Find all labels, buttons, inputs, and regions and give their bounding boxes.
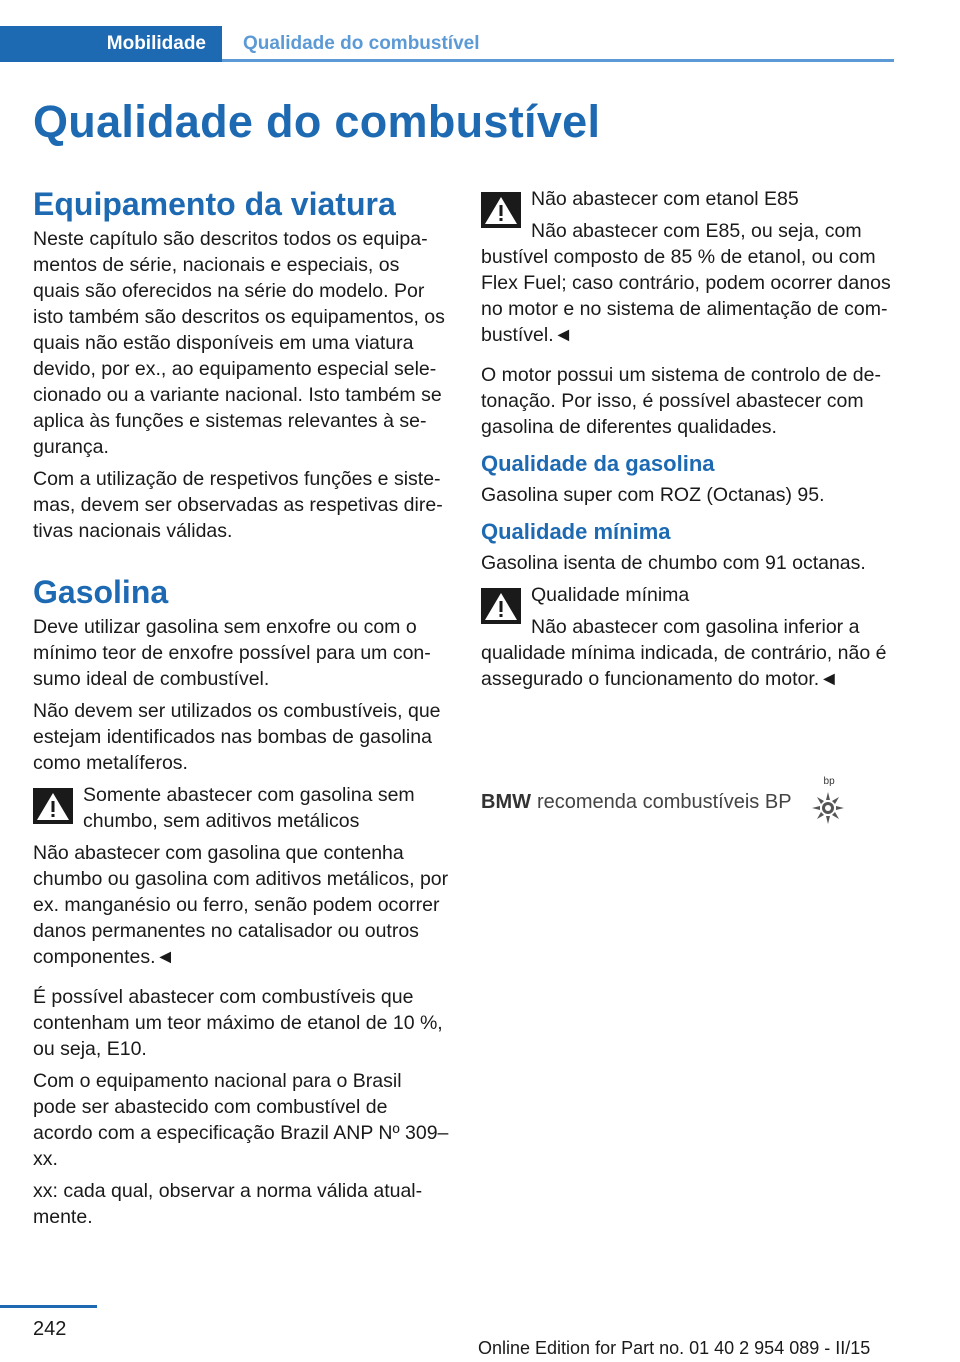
paragraph: Não devem ser utilizados os combustíveis, que estejam identificados nas bombas de gasolina como metalíferos. [33, 700, 441, 774]
warning-title: Somente abastecer com gasolina sem chumbo, sem aditivos metálicos [83, 784, 415, 832]
warning-icon [33, 788, 73, 824]
heading-qualidade-minima: Qualidade mínima [481, 519, 671, 544]
paragraph: O motor possui um sistema de controlo de detonação. Por isso, é possível abastecer com gasolina de diferentes qualidades. [481, 364, 881, 438]
warning-title: Não abastecer com etanol E85 [531, 188, 799, 210]
warning-body-first-line: Não abastecer com gasolina inferior a [531, 616, 860, 638]
warning-box [481, 186, 897, 348]
warning-box [481, 582, 897, 692]
header-divider [222, 59, 894, 62]
section-tab-mobilidade: Mobilidade [0, 26, 222, 62]
warning-title: Qualidade mínima [531, 584, 690, 606]
section-tab-qualidade: Qualidade do combustível [243, 33, 480, 54]
page-number: 242 [33, 1318, 67, 1340]
bp-recommendation-text: recomenda combustíveis BP [536, 790, 792, 813]
warning-box [33, 782, 449, 970]
bp-logo-text: bp [823, 776, 835, 787]
warning-body: Não abastecer com gasolina que contenha chumbo ou gasolina com aditivos metálicos, por ex. manganésio ou ferro, senão podem ocorrer danos permanentes no catalisador ou outros componentes.◄ [33, 842, 449, 968]
warning-body [481, 218, 897, 348]
heading-gasolina: Gasolina [33, 574, 169, 610]
warning-icon [481, 192, 521, 228]
right-column [481, 186, 897, 698]
warning-body-first-line: Não abastecer com E85, ou seja, com [531, 220, 862, 242]
bmw-brand: BMW [481, 790, 531, 813]
paragraph: Gasolina isenta de chumbo com 91 octanas. [481, 552, 866, 574]
paragraph: Neste capítulo são descritos todos os equipamentos de série, nacionais e especiais, os quais são oferecidos na série do modelo. Por isto também são descritos os equipamentos, os quais não estão disponíveis em uma viatura devido, por ex., ao equipamento especial selecionado ou a variante nacional. Isto também se aplica às funções e sistemas relevantes à segurança. [33, 228, 445, 458]
paragraph: É possível abastecer com combustíveis que contenham um teor máximo de etanol de 10 %, ou seja, E10. [33, 986, 443, 1060]
paragraph: Gasolina super com ROZ (Octanas) 95. [481, 484, 825, 506]
heading-qualidade-gasolina: Qualidade da gasolina [481, 451, 715, 476]
footer-divider [0, 1305, 97, 1308]
warning-body-rest: qualidade mínima indicada, de contrário, não é assegurado o funcionamento do motor.◄ [481, 642, 887, 690]
warning-body-rest: bustível composto de 85 % de etanol, ou com Flex Fuel; caso contrário, podem ocorrer danos no motor e no sistema de alimentação de combustível.◄ [481, 246, 891, 346]
paragraph: Com o equipamento nacional para o Brasil pode ser abastecido com combustível de acordo com a especificação Brazil ANP Nº 309–xx. [33, 1070, 449, 1170]
warning-icon [481, 588, 521, 624]
warning-body [481, 614, 897, 692]
paragraph: xx: cada qual, observar a norma válida atualmente. [33, 1180, 423, 1228]
left-column [33, 186, 449, 1236]
bp-recommendation [481, 776, 850, 824]
paragraph: Deve utilizar gasolina sem enxofre ou com o mínimo teor de enxofre possível para um consumo ideal de combustível. [33, 616, 431, 690]
header-bar [0, 26, 894, 62]
page-title: Qualidade do combustível [33, 96, 601, 147]
bp-logo-icon [806, 776, 850, 824]
heading-equipamento: Equipamento da viatura [33, 186, 396, 222]
edition-text: Online Edition for Part no. 01 40 2 954 089 - II/15 [478, 1338, 871, 1358]
paragraph: Com a utilização de respetivos funções e sistemas, devem ser observadas as respetivas diretivas nacionais válidas. [33, 468, 443, 542]
